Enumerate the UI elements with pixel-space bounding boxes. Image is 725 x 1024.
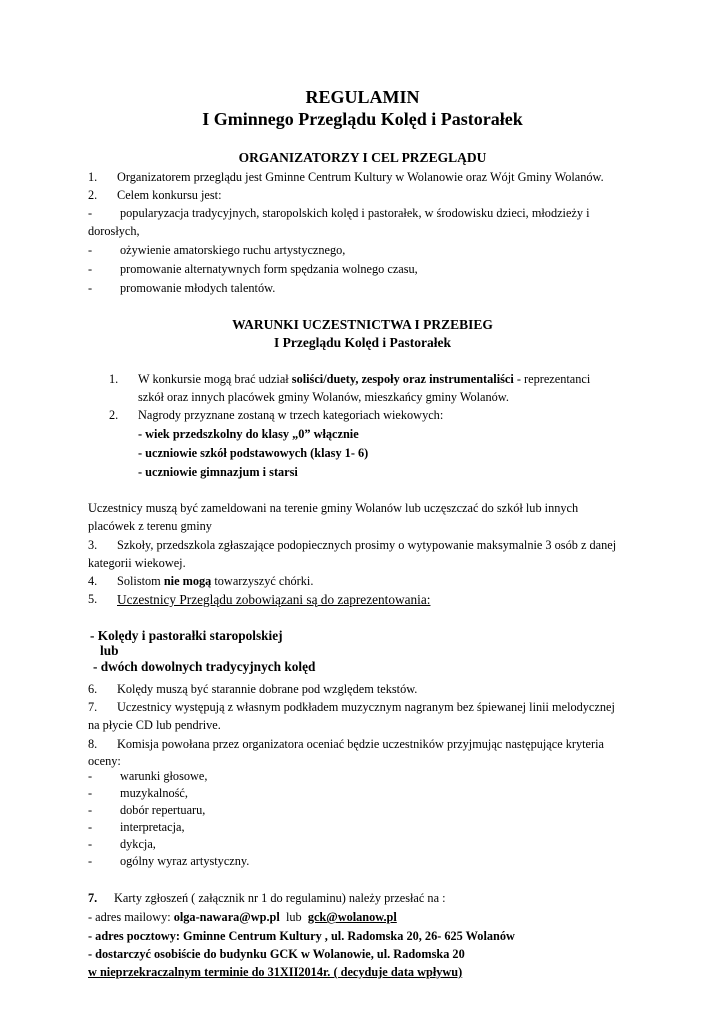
- item-text: Organizatorem przeglądu jest Gminne Centrum Kultury w Wolanowie oraz Wójt Gminy Wolanów.: [117, 170, 604, 184]
- paragraph: Uczestnicy muszą być zameldowani na terenie gminy Wolanów lub uczęszczać do szkół lub innych: [88, 501, 579, 515]
- item-number: 4.: [88, 574, 98, 588]
- section1-heading: ORGANIZATORZY I CEL PRZEGLĄDU: [238, 150, 487, 165]
- item-number: 2.: [88, 188, 98, 202]
- criterion: dobór repertuaru,: [120, 803, 206, 817]
- repertoire-option: - dwóch dowolnych tradycyjnych kolęd: [93, 659, 316, 674]
- bullet-text: promowanie alternatywnych form spędzania wolnego czasu,: [120, 262, 418, 276]
- email-link: gck@wolanow.pl: [307, 910, 397, 924]
- bullet-dash: -: [88, 281, 93, 295]
- bullet-dash: -: [88, 243, 93, 257]
- criterion: ogólny wyraz artystyczny.: [120, 854, 250, 868]
- age-category: - wiek przedszkolny do klasy „0” włącznie: [138, 427, 359, 441]
- item-number: 5.: [88, 592, 98, 606]
- item-text-cont: szkół oraz innych placówek gminy Wolanów, mieszkańcy gminy Wolanów.: [138, 390, 509, 404]
- doc-title: REGULAMIN: [305, 87, 420, 107]
- personal-delivery: - dostarczyć osobiście do budynku GCK w Wolanowie, ul. Radomska 20: [88, 947, 465, 961]
- item-text-cont: kategorii wiekowej.: [88, 556, 186, 570]
- age-category: - uczniowie szkół podstawowych (klasy 1- 6): [138, 446, 369, 460]
- item-number: 7.: [88, 891, 98, 905]
- age-category: - uczniowie gimnazjum i starsi: [138, 465, 298, 479]
- bullet-dash: -: [88, 769, 93, 783]
- bullet-dash: -: [88, 786, 93, 800]
- item-text-cont: oceny:: [88, 754, 121, 768]
- item-text: Komisja powołana przez organizatora oceniać będzie uczestników przyjmując następujące kryteria: [117, 737, 604, 751]
- item-number: 6.: [88, 682, 98, 696]
- item-text: Uczestnicy Przeglądu zobowiązani są do zaprezentowania:: [117, 592, 431, 607]
- item-number: 3.: [88, 538, 98, 552]
- criterion: warunki głosowe,: [120, 769, 208, 783]
- repertoire-or: lub: [100, 643, 119, 658]
- bullet-dash: -: [88, 262, 93, 276]
- item-text-cont: na płycie CD lub pendrive.: [88, 718, 221, 732]
- item-number: 7.: [88, 700, 98, 714]
- repertoire-option: - Kolędy i pastorałki staropolskiej: [90, 628, 283, 643]
- criterion: dykcja,: [120, 837, 156, 851]
- bullet-dash: -: [88, 854, 93, 868]
- item-text: Szkoły, przedszkola zgłaszające podopiecznych prosimy o wytypowanie maksymalnie 3 osób z danej: [117, 538, 617, 552]
- bullet-text: promowanie młodych talentów.: [120, 281, 276, 295]
- doc-subtitle: I Gminnego Przeglądu Kolęd i Pastorałek: [202, 109, 523, 129]
- item-number: 8.: [88, 737, 98, 751]
- email-line: - adres mailowy: olga-nawara@wp.pl lub gck@wolanow.pl: [88, 910, 397, 924]
- item-text: Kolędy muszą być starannie dobrane pod względem tekstów.: [117, 682, 418, 696]
- paragraph-cont: placówek z terenu gminy: [88, 519, 212, 533]
- item-number: 2.: [109, 408, 119, 422]
- item-number: 1.: [109, 372, 119, 386]
- deadline: w nieprzekraczalnym terminie do 31XII2014r. ( decyduje data wpływu): [88, 965, 463, 979]
- bullet-text-cont: dorosłych,: [88, 224, 140, 238]
- section2-heading: WARUNKI UCZESTNICTWA I PRZEBIEG: [232, 317, 493, 332]
- submission-text: Karty zgłoszeń ( załącznik nr 1 do regulaminu) należy przesłać na :: [114, 891, 446, 905]
- postal-address: - adres pocztowy: Gminne Centrum Kultury , ul. Radomska 20, 26- 625 Wolanów: [88, 929, 515, 943]
- item-text: W konkursie mogą brać udział soliści/duety, zespoły oraz instrumentaliści - reprezentanci: [138, 372, 591, 386]
- bullet-text: popularyzacja tradycyjnych, staropolskich kolęd i pastorałek, w środowisku dzieci, młodzieży i: [120, 206, 590, 220]
- section2-subheading: I Przeglądu Kolęd i Pastorałek: [274, 335, 451, 350]
- bullet-dash: -: [88, 837, 93, 851]
- item-text: Solistom nie mogą towarzyszyć chórki.: [117, 574, 314, 588]
- item-text: Celem konkursu jest:: [117, 188, 222, 202]
- criterion: interpretacja,: [120, 820, 185, 834]
- item-text: Nagrody przyznane zostaną w trzech kategoriach wiekowych:: [138, 408, 444, 422]
- bullet-text: ożywienie amatorskiego ruchu artystycznego,: [120, 243, 346, 257]
- item-text: Uczestnicy występują z własnym podkładem muzycznym nagranym bez śpiewanej linii melodycznej: [117, 700, 615, 714]
- email-link[interactable]: olga-nawara@wp.pl: [173, 910, 280, 924]
- bullet-dash: -: [88, 820, 93, 834]
- bullet-dash: -: [88, 206, 93, 220]
- criterion: muzykalność,: [120, 786, 188, 800]
- item-number: 1.: [88, 170, 98, 184]
- bullet-dash: -: [88, 803, 93, 817]
